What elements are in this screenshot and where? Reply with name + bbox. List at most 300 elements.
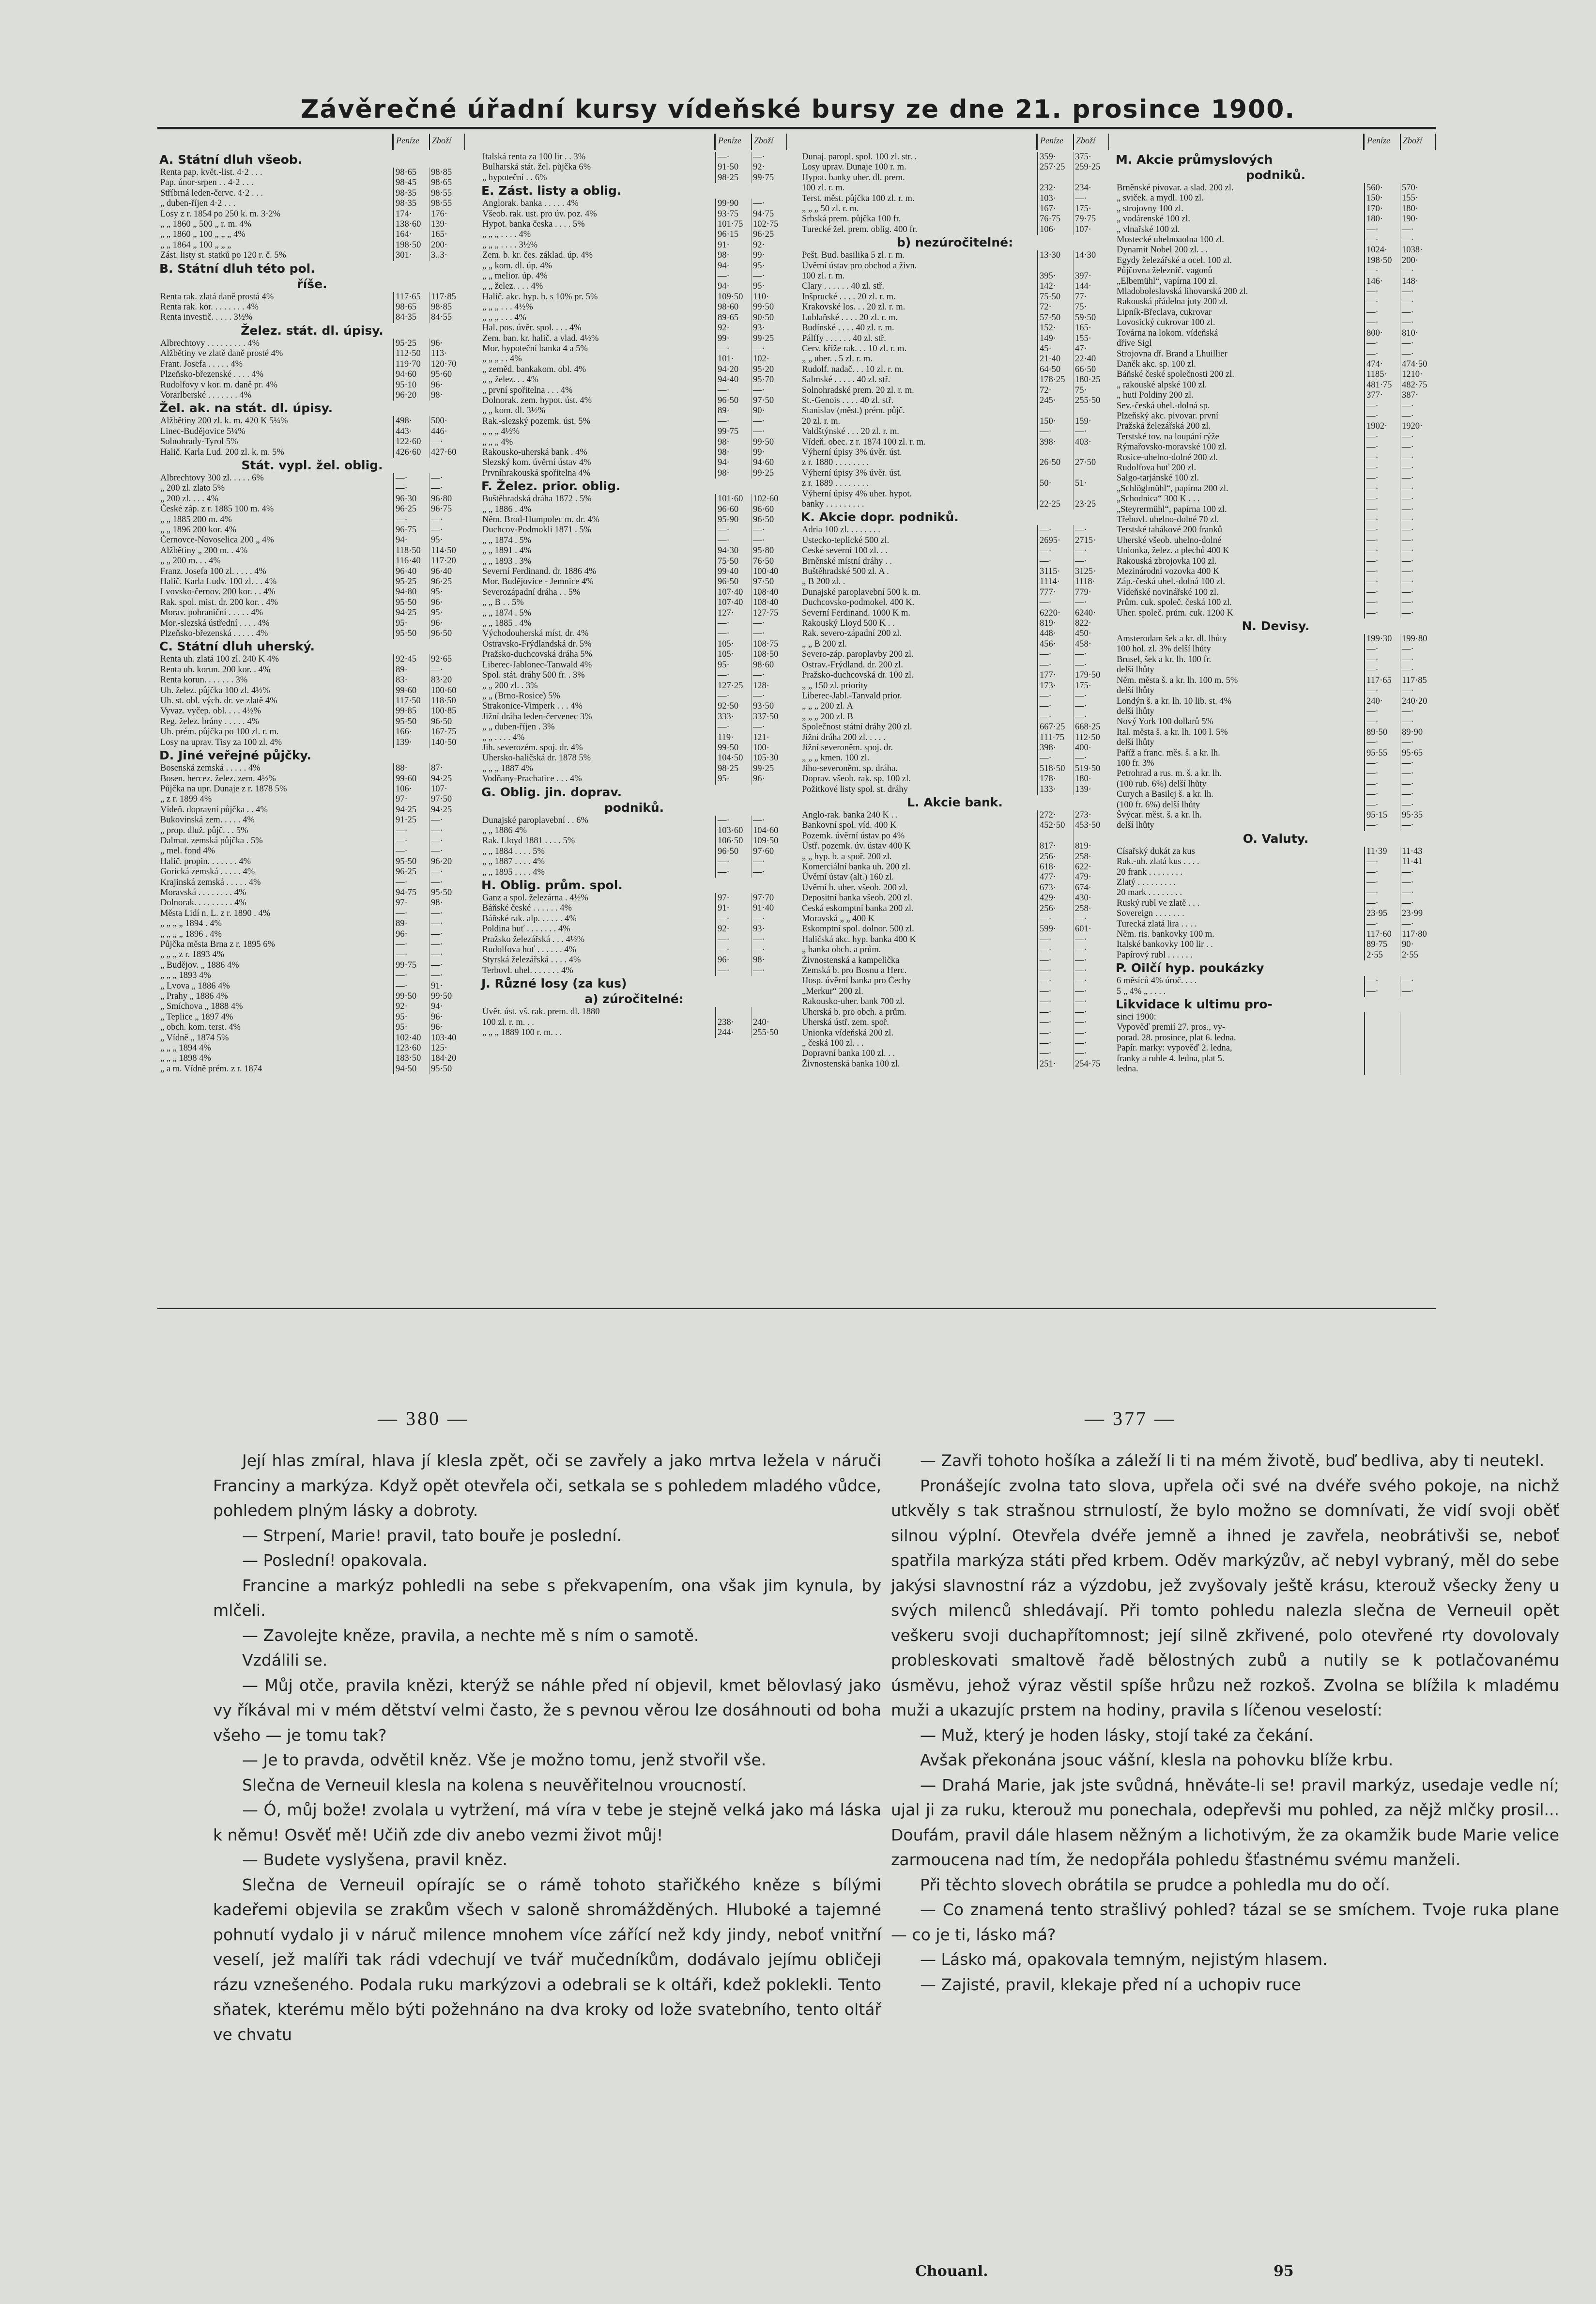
money-price: —· [1364, 308, 1400, 318]
rate-row [157, 494, 465, 504]
money-price: 98·65 [393, 302, 429, 312]
security-name: Solnohrady-Tyrol 5% [160, 437, 238, 447]
security-name: Slezský kom. úvěrní ústav 4% [482, 458, 591, 468]
rate-row [799, 281, 1109, 292]
rate-row [799, 987, 1109, 997]
column-header-money: Peníze [718, 136, 741, 145]
goods-price: —· [1073, 557, 1109, 567]
money-price: —· [715, 386, 751, 396]
money-price: 127·25 [715, 681, 751, 691]
security-name: „ duben-říjen 4·2 . . . [160, 199, 236, 209]
rate-row [479, 598, 787, 608]
security-name: Mladoboleslavská lihovarská 200 zl. [1117, 287, 1248, 297]
security-name: Renta rak. zlatá daně prostá 4% [160, 292, 274, 302]
goods-price: —· [751, 525, 787, 535]
goods-price: —· [751, 966, 787, 976]
money-price: 667·25 [1037, 722, 1073, 732]
security-name: „ obch. kom. terst. 4% [160, 1022, 241, 1033]
goods-price: —· [751, 619, 787, 629]
security-name: 100 fr. 3% [1117, 758, 1154, 768]
goods-price: 99·75 [751, 173, 787, 183]
column-header-goods: Zboží [432, 136, 452, 145]
rate-row [799, 546, 1109, 556]
goods-price: 482·75 [1400, 380, 1436, 390]
rate-row [479, 406, 787, 416]
rate-row [1114, 277, 1436, 287]
money-price: —· [1364, 717, 1400, 727]
goods-price: 180· [1073, 774, 1109, 784]
money-price: 45· [1037, 344, 1073, 354]
goods-price: 114·50 [429, 546, 465, 556]
goods-price: —· [1400, 494, 1436, 504]
security-name: Brusel, šek a kr. lh. 100 fr. [1117, 654, 1212, 665]
security-name: „Merkur“ 200 zl. [802, 986, 863, 996]
rate-row [1114, 401, 1436, 411]
goods-price: 190· [1400, 214, 1436, 224]
goods-price: 155· [1073, 334, 1109, 344]
goods-price: 95·50 [429, 1064, 465, 1074]
goods-price: 519·50 [1073, 764, 1109, 774]
rate-row [799, 883, 1109, 893]
goods-price: —· [1073, 1018, 1109, 1028]
section-heading: podniků. [1245, 168, 1306, 182]
rate-row [479, 505, 787, 515]
rate-row [799, 194, 1109, 204]
goods-price: 96·50 [429, 629, 465, 639]
money-price: —· [1037, 945, 1073, 955]
rate-row [1114, 738, 1436, 748]
security-name: Uherská ústř. zem. spoř. [802, 1018, 889, 1028]
security-name: Losy na uprav. Tisy za 100 zl. 4% [160, 737, 282, 747]
goods-price: 259·25 [1073, 162, 1109, 172]
security-name: Hal. pos. úvěr. spol. . . . 4% [482, 323, 582, 333]
rate-row [799, 173, 1109, 183]
security-name: Rak. spol. mist. dr. 200 kor. . 4% [160, 597, 278, 607]
security-name: „Schlöglmühl“, papírna 200 zl. [1117, 483, 1228, 494]
section-heading: K. Akcie dopr. podniků. [801, 510, 959, 525]
goods-price: 97·50 [429, 794, 465, 804]
rate-row [1114, 717, 1436, 727]
security-name: Papír. marky: vypověď 2. ledna, [1117, 1043, 1232, 1053]
security-name: Cerv. kříže rak. . . 10 zl. r. m. [802, 343, 907, 354]
section-heading: P. Oilčí hyp. poukázky [1116, 961, 1264, 975]
section-heading: podniků. [604, 800, 664, 815]
money-price: 94·80 [393, 587, 429, 597]
security-name: „ „ 1885 200 m. 4% [160, 514, 232, 525]
goods-price: 95·80 [751, 546, 787, 556]
security-name: Úvěrní b. uher. všeob. 200 zl. [802, 882, 908, 893]
security-name: „ „ „ 200 zl. A [802, 701, 853, 711]
goods-price: 779· [1073, 588, 1109, 598]
money-price: 152· [1037, 323, 1073, 333]
security-name: Plzeňský akc. pivovar. první [1117, 411, 1219, 421]
goods-price: 93· [751, 323, 787, 333]
paragraph: Její hlas zmíral, hlava jí klesla zpět, oči se zavřely a jako mrtva ležela v náruči Franciny a markýza. Když opět otevřela oči, setkala se s pohledem mladého vůdce, pohledem plným lásky a dobroty. [213, 1451, 881, 1520]
rate-row [1114, 909, 1436, 919]
security-name: Mostecké uhelnoaolna 100 zl. [1117, 235, 1224, 245]
rate-row [157, 774, 465, 784]
rate-row [1114, 421, 1436, 432]
goods-price: 97·70 [751, 893, 787, 903]
money-price: —· [1364, 432, 1400, 442]
rate-row [799, 810, 1109, 820]
section-heading: E. Zást. listy a oblig. [481, 184, 622, 198]
column-header-divider [429, 134, 430, 150]
rate-row [479, 313, 787, 323]
security-name: Pražsko železářská . . . 4½% [482, 934, 585, 944]
security-name: Sev.-česká uhel.-dolná sp. [1117, 401, 1210, 411]
security-name: Lvovsko-černov. 200 kor. . . 4% [160, 587, 276, 597]
goods-price: 96· [429, 380, 465, 390]
rate-row [1114, 748, 1436, 758]
money-price: 398· [1037, 743, 1073, 753]
money-price: 106· [393, 784, 429, 794]
security-name: „ „ „ . . . 4% [482, 312, 526, 323]
security-name: Plzeňsko-březenská . . . . . 4% [160, 629, 268, 639]
security-name: Reg. želez. brány . . . . . 4% [160, 716, 259, 727]
rate-row [479, 619, 787, 629]
rate-row [157, 857, 465, 867]
security-name: Turecká zlatá lira . . . . [1117, 919, 1197, 929]
paragraph: — Strpení, Marie! pravil, tato bouře je poslední. [242, 1526, 622, 1545]
security-name: 20 mark . . . . . . . . [1117, 888, 1182, 898]
money-price: 94·50 [393, 1064, 429, 1074]
security-name: Jih. severozém. spoj. dr. 4% [482, 742, 583, 753]
goods-price: —· [1400, 297, 1436, 307]
goods-price: —· [1400, 644, 1436, 654]
rate-row [1114, 453, 1436, 463]
goods-price: —· [1073, 753, 1109, 763]
goods-price: —· [429, 919, 465, 929]
rate-row [157, 1064, 465, 1074]
goods-price: 14·30 [1073, 250, 1109, 261]
section-heading: O. Valuty. [1243, 831, 1309, 846]
money-price: 272· [1037, 810, 1073, 820]
rate-row [157, 717, 465, 727]
goods-price: 375· [1073, 152, 1109, 162]
security-name: Mor.-slezská ústřední . . . . 4% [160, 618, 270, 628]
security-name: „ „ 1874 . 5% [482, 608, 532, 618]
money-price [1364, 1043, 1400, 1053]
security-name: Egydy železářské a ocel. 100 zl. [1117, 255, 1232, 265]
goods-price: —· [751, 417, 787, 427]
security-name: dříve Sigl [1117, 339, 1152, 349]
rate-row [1114, 769, 1436, 779]
rate-row [479, 1028, 787, 1038]
goods-price: —· [1073, 956, 1109, 966]
rate-row [479, 292, 787, 302]
rate-row [799, 354, 1109, 364]
rate-row [479, 847, 787, 857]
rate-row [799, 691, 1109, 701]
goods-price: 179·50 [1073, 670, 1109, 680]
goods-price: 1920· [1400, 421, 1436, 432]
money-price: —· [1364, 919, 1400, 929]
security-name: Hosp. úvěrní banka pro Čechy [802, 976, 911, 986]
money-price: 118·50 [393, 546, 429, 556]
goods-price: 180· [1400, 204, 1436, 214]
security-name: (100 fr. 6%) delší lhůty [1117, 800, 1200, 810]
goods-price: 1210· [1400, 370, 1436, 380]
money-price: —· [1364, 266, 1400, 276]
rate-row [479, 152, 787, 162]
goods-price: 107· [1073, 225, 1109, 235]
headline-rule [157, 127, 1436, 129]
goods-price: —· [1400, 339, 1436, 349]
goods-price: —· [1400, 987, 1436, 997]
goods-price: 446· [429, 427, 465, 437]
money-price: 178·25 [1037, 375, 1073, 385]
goods-price: 89·90 [1400, 727, 1436, 738]
security-name: „ „ želez. . . 4% [482, 375, 539, 385]
goods-price: —· [1400, 287, 1436, 297]
rate-row [479, 649, 787, 660]
goods-price: 99·50 [429, 991, 465, 1002]
goods-price: 76·50 [751, 557, 787, 567]
rate-row [799, 458, 1109, 468]
money-price: 98·60 [715, 302, 751, 312]
money-price: —· [715, 867, 751, 878]
security-name: Města Lidí n. L. z r. 1890 . 4% [160, 908, 271, 918]
security-name: Curych a Basilej š. a kr. lh. [1117, 789, 1213, 800]
goods-price: —· [1400, 717, 1436, 727]
rate-row [157, 473, 465, 483]
money-price: —· [1364, 608, 1400, 619]
goods-price: —· [1400, 779, 1436, 789]
security-name: Krakovské los. . . 20 zl. r. m. [802, 302, 905, 312]
goods-price: 97·50 [751, 577, 787, 587]
rate-row [1114, 857, 1436, 867]
rate-row [1114, 696, 1436, 707]
money-price: —· [715, 857, 751, 867]
goods-price: 120·70 [429, 359, 465, 370]
rate-row [799, 914, 1109, 924]
rate-row [479, 162, 787, 172]
money-price: 94· [715, 261, 751, 271]
goods-price: 6240· [1073, 608, 1109, 619]
goods-price: —· [429, 836, 465, 846]
money-price: 76·75 [1037, 214, 1073, 224]
security-name: Strakonice-Vimperk . . . 4% [482, 701, 583, 711]
goods-price: —· [751, 670, 787, 680]
money-price [1037, 468, 1073, 479]
money-price: —· [1364, 473, 1400, 483]
goods-price: —· [1073, 649, 1109, 660]
rate-row [157, 706, 465, 716]
security-name: z r. 1889 . . . . . . . . [802, 479, 869, 489]
rate-row [479, 743, 787, 753]
goods-price: 100·85 [429, 706, 465, 716]
goods-price: 96·25 [751, 230, 787, 240]
goods-price: 22·40 [1073, 354, 1109, 364]
money-price: —· [1364, 442, 1400, 452]
security-name: Terst. měst. půjčka 100 zl. r. m. [802, 193, 915, 203]
security-name: Jižní dráha leden-červenec 3% [482, 711, 592, 722]
security-name: Franz. Josefa 100 zl. . . . . 4% [160, 566, 266, 576]
security-name: porad. 28. prosince, plat 6. ledna. [1117, 1033, 1236, 1043]
money-price: —· [1037, 1018, 1073, 1028]
rate-row [1114, 328, 1436, 339]
goods-price: —· [1400, 686, 1436, 696]
goods-price: 90· [1400, 940, 1436, 950]
money-price: 64·50 [1037, 365, 1073, 375]
security-name: „ „ „ 200 zl. B [802, 711, 853, 722]
goods-price: —· [1073, 1007, 1109, 1018]
goods-price: —· [751, 722, 787, 732]
rate-row [799, 525, 1109, 535]
rate-row [799, 334, 1109, 344]
security-name: Jiho-severoněm. sp. dráha. [802, 763, 898, 773]
money-price: 256· [1037, 904, 1073, 914]
rate-row [799, 323, 1109, 333]
goods-price: 180·25 [1073, 375, 1109, 385]
rate-row [1114, 339, 1436, 349]
rate-row [157, 380, 465, 390]
money-price: —· [715, 691, 751, 701]
goods-price: 2715· [1073, 536, 1109, 546]
rate-row [799, 567, 1109, 577]
goods-price: —· [1073, 691, 1109, 701]
rate-row [479, 250, 787, 261]
money-price: 2·55 [1364, 950, 1400, 960]
security-name: „ „ 1886 4% [482, 825, 527, 835]
money-price: —· [1037, 701, 1073, 711]
rate-row [157, 1012, 465, 1022]
goods-price: 100·60 [429, 686, 465, 696]
money-price: —· [1037, 649, 1073, 660]
rate-row [157, 525, 465, 535]
goods-price: 95· [751, 281, 787, 292]
security-name: Bankovní spol. víd. 400 K [802, 820, 897, 831]
security-name: „ „ kom. dl. 3½% [482, 406, 545, 416]
goods-price: 98·60 [751, 660, 787, 670]
goods-price: 98·55 [429, 188, 465, 199]
money-price: 95·50 [393, 598, 429, 608]
security-name: Zem. b. kr. čes. základ. úp. 4% [482, 250, 593, 261]
security-name: Halič. propin. . . . . . . 4% [160, 856, 251, 866]
section-heading: říše. [297, 277, 327, 291]
rate-row [799, 479, 1109, 489]
money-price [1037, 406, 1073, 416]
goods-price: 113· [429, 349, 465, 359]
goods-price: 90· [751, 406, 787, 416]
rate-row [479, 701, 787, 711]
money-price [1037, 261, 1073, 271]
money-price: —· [1364, 339, 1400, 349]
goods-price: 94·60 [751, 458, 787, 468]
rate-row [799, 660, 1109, 670]
security-name: 20 frank . . . . . . . . [1117, 867, 1183, 877]
rate-row [1114, 919, 1436, 929]
rate-row [157, 675, 465, 685]
money-price: 183·50 [393, 1053, 429, 1064]
money-price: 23·95 [1364, 909, 1400, 919]
goods-price: 822· [1073, 619, 1109, 629]
security-name: „ „ 1864 „ 100 „ „ „ [160, 240, 231, 250]
security-name: franky a ruble 4. ledna, plat 5. [1117, 1053, 1225, 1064]
money-price: 599· [1037, 924, 1073, 934]
money-price: —· [715, 935, 751, 945]
column-header [799, 131, 1109, 152]
goods-price: 199·80 [1400, 634, 1436, 644]
paragraph: Slečna de Verneuil opírajíc se o rámě tohoto stařičkého kněze s bílými kadeřemi objevila se zrakům všech v saloně shromážděných. Hluboké a tajemné pohnutí vydalo ji v náruč milence mnohem více zářící než kdy jindy, neboť vnitřní veselí, jež malíři tak rádi vdechují ve tvář mučedníkům, dodávalo jejímu obličeji rázu vznešeného. Podala ruku markýzovi a odebrali se k oltáři, kdež poklekli. Tento sňatek, kterému mělo býti požehnáno na dva kroky od lože svatebního, tento oltář ve chvatu [213, 1875, 881, 2044]
security-name: Bulharská stát. žel. půjčka 6% [482, 162, 591, 172]
goods-price [1400, 1033, 1436, 1043]
security-name: Černovce-Novoselica 200 „ 4% [160, 535, 274, 545]
rate-row [157, 483, 465, 494]
security-name: „ sviček. a mydl. 100 zl. [1117, 193, 1204, 203]
money-price: 673· [1037, 883, 1073, 893]
security-name: Česká eskomptní banka 200 zl. [802, 903, 914, 913]
security-name: Alžbětiny 200 zl. k. m. 420 K 5¼% [160, 416, 288, 426]
money-price: 232· [1037, 183, 1073, 193]
rate-row [157, 763, 465, 773]
money-price: 166· [393, 727, 429, 737]
money-price: —· [393, 950, 429, 960]
money-price: 13·30 [1037, 250, 1073, 261]
rate-row [1114, 1033, 1436, 1043]
rate-row [799, 820, 1109, 831]
money-price: 256· [1037, 852, 1073, 862]
money-price: 89· [715, 406, 751, 416]
money-price: 377· [1364, 390, 1400, 401]
money-price: 98·25 [715, 764, 751, 774]
security-name: „ Vídně „ 1874 5% [160, 1033, 229, 1043]
goods-price: 1038· [1400, 245, 1436, 255]
security-name: Losy z r. 1854 po 250 k. m. 3·2% [160, 209, 281, 219]
goods-price: 570· [1400, 183, 1436, 193]
money-price: —· [393, 473, 429, 483]
section-heading: B. Státní dluh této pol. [159, 261, 315, 276]
rate-row [799, 1007, 1109, 1018]
security-name: Londýn š. a kr. lh. 10 lib. st. 4% [1117, 696, 1231, 706]
goods-price: —· [751, 536, 787, 546]
security-name: Vídeňské novinářské 100 zl. [1117, 587, 1219, 597]
money-price [1364, 1012, 1400, 1022]
paragraph: Vzdálili se. [242, 1651, 328, 1670]
rate-row [1114, 588, 1436, 598]
column-header-divider [1400, 134, 1401, 150]
goods-price: —· [1400, 401, 1436, 411]
section-heading: Želez. stát. dl. úpisy. [241, 323, 384, 338]
security-name: „Steyrermühl“, papírna 100 zl. [1117, 504, 1227, 514]
security-name: Mezinárodní vozovka 400 K [1117, 567, 1220, 577]
goods-price: —· [1400, 769, 1436, 779]
money-price: —· [1037, 1007, 1073, 1018]
money-price: —· [1364, 235, 1400, 245]
goods-price [1400, 1054, 1436, 1064]
security-name: Rakouský Lloyd 500 K . . [802, 619, 895, 629]
security-name: Hypot. banka česka . . . . 5% [482, 219, 585, 230]
goods-price: —· [429, 909, 465, 919]
rate-row [479, 1007, 787, 1017]
rate-row [1114, 225, 1436, 235]
money-price: 105· [715, 649, 751, 660]
security-name: „ česká 100 zl. . . [802, 1038, 864, 1048]
money-price: —· [715, 816, 751, 826]
money-price: 98·35 [393, 188, 429, 199]
rate-row [1114, 536, 1436, 546]
security-name: Severní Ferdinand. dr. 1886 4% [482, 567, 597, 577]
goods-price: —· [1400, 919, 1436, 929]
money-price [1037, 173, 1073, 183]
rate-row [1114, 1043, 1436, 1053]
money-price [1037, 831, 1073, 841]
rate-row [157, 608, 465, 618]
money-price: 1902· [1364, 421, 1400, 432]
rate-row [1114, 505, 1436, 515]
rate-row [157, 209, 465, 219]
